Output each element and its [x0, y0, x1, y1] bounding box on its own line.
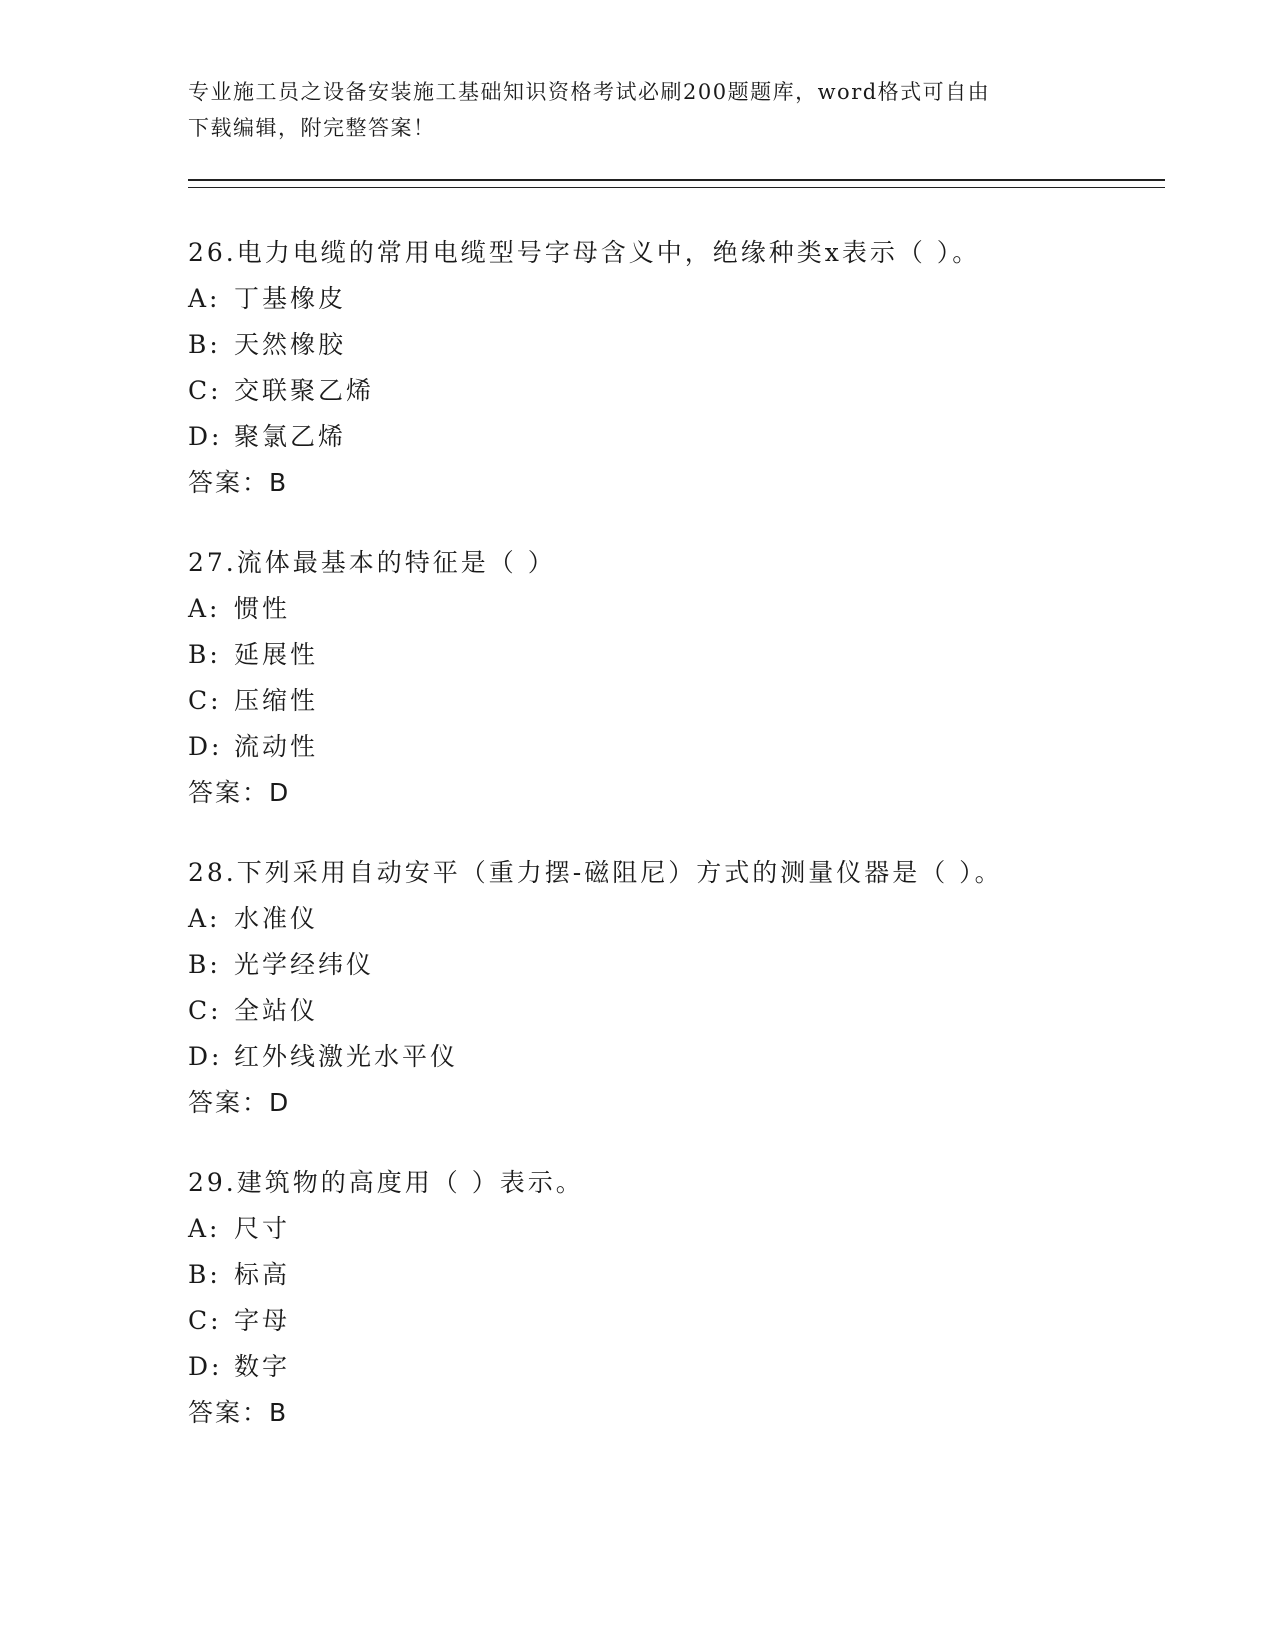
option-text: 标高	[234, 1260, 291, 1289]
option-c	[188, 368, 1188, 414]
option-text: 红外线激光水平仪	[234, 1042, 459, 1071]
option-d	[188, 414, 1188, 460]
option-letter: C:	[188, 686, 222, 715]
option-d	[188, 1034, 1188, 1080]
option-a	[188, 1206, 1188, 1252]
question-stem: 29.建筑物的高度用（ ）表示。	[188, 1168, 584, 1197]
answer-line: 答案：B	[188, 1398, 289, 1427]
question-stem: 27.流体最基本的特征是（ ）	[188, 548, 556, 577]
option-c	[188, 1298, 1188, 1344]
option-text: 压缩性	[234, 686, 319, 715]
option-text: 字母	[234, 1306, 291, 1335]
answer-line: 答案：B	[188, 468, 289, 497]
question-stem: 26.电力电缆的常用电缆型号字母含义中，绝缘种类x表示（ ）。	[188, 238, 981, 267]
option-a	[188, 586, 1188, 632]
option-c	[188, 678, 1188, 724]
option-letter: A:	[188, 904, 221, 933]
option-letter: D:	[188, 1352, 223, 1381]
option-b	[188, 632, 1188, 678]
option-b	[188, 1252, 1188, 1298]
option-letter: A:	[188, 594, 221, 623]
document-header	[188, 74, 1088, 146]
option-letter: D:	[188, 422, 223, 451]
option-d	[188, 724, 1188, 770]
question-28	[188, 850, 1188, 1126]
option-text: 光学经纬仪	[234, 950, 375, 979]
option-text: 天然橡胶	[234, 330, 347, 359]
option-letter: B:	[188, 330, 221, 359]
option-b	[188, 942, 1188, 988]
option-b	[188, 322, 1188, 368]
answer-line: 答案：D	[188, 778, 291, 807]
option-text: 延展性	[234, 640, 319, 669]
option-text: 惯性	[234, 594, 291, 623]
option-letter: D:	[188, 1042, 223, 1071]
option-a	[188, 276, 1188, 322]
option-letter: C:	[188, 376, 222, 405]
option-text: 全站仪	[234, 996, 319, 1025]
option-letter: C:	[188, 1306, 222, 1335]
option-text: 丁基橡皮	[234, 284, 347, 313]
option-letter: D:	[188, 732, 223, 761]
option-letter: B:	[188, 640, 221, 669]
option-c	[188, 988, 1188, 1034]
header-divider	[188, 179, 1165, 188]
question-stem: 28.下列采用自动安平（重力摆-磁阻尼）方式的测量仪器是（ ）。	[188, 858, 1003, 887]
option-text: 尺寸	[234, 1214, 291, 1243]
option-letter: B:	[188, 950, 221, 979]
option-letter: C:	[188, 996, 222, 1025]
option-text: 数字	[234, 1352, 291, 1381]
option-text: 交联聚乙烯	[234, 376, 375, 405]
question-26	[188, 230, 1188, 506]
question-list	[188, 230, 1188, 1470]
option-text: 水准仪	[234, 904, 319, 933]
option-letter: A:	[188, 1214, 221, 1243]
option-text: 聚氯乙烯	[234, 422, 347, 451]
option-text: 流动性	[234, 732, 319, 761]
option-a	[188, 896, 1188, 942]
option-letter: A:	[188, 284, 221, 313]
header-line-1: 专业施工员之设备安装施工基础知识资格考试必刷200题题库，word格式可自由	[188, 80, 991, 104]
question-27	[188, 540, 1188, 816]
answer-line: 答案：D	[188, 1088, 291, 1117]
question-29	[188, 1160, 1188, 1436]
option-letter: B:	[188, 1260, 221, 1289]
header-line-2: 下载编辑，附完整答案！	[188, 116, 436, 140]
option-d	[188, 1344, 1188, 1390]
